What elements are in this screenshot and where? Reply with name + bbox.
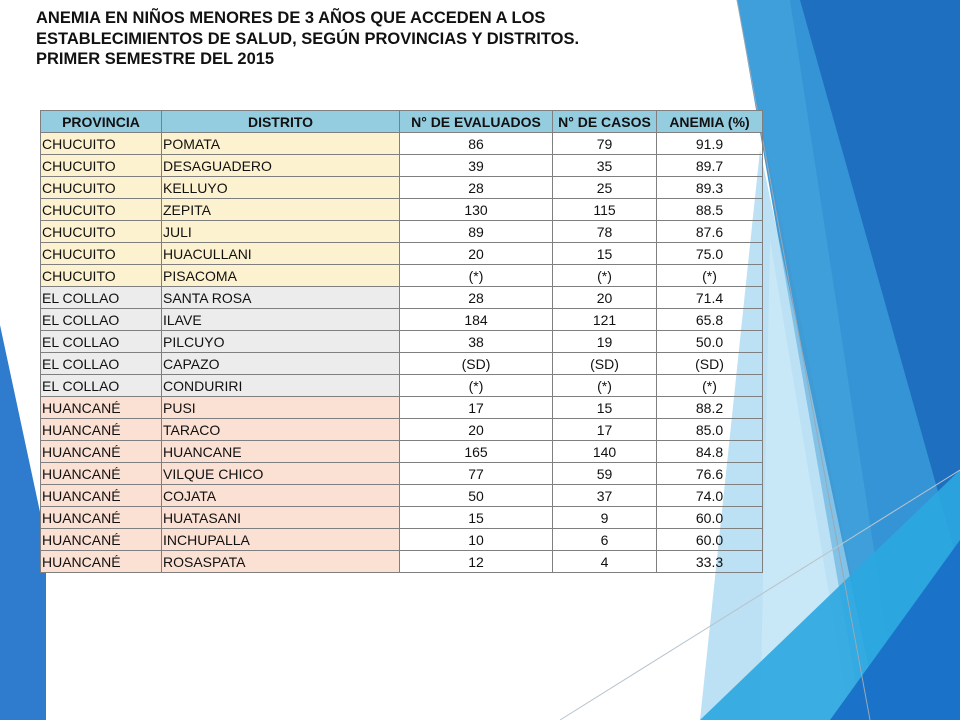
cell-evaluados: 20 <box>400 419 553 441</box>
cell-provincia: HUANCANÉ <box>41 419 162 441</box>
table-row <box>41 177 763 199</box>
cell-provincia: HUANCANÉ <box>41 441 162 463</box>
cell-provincia: HUANCANÉ <box>41 551 162 573</box>
cell-casos: 9 <box>553 507 657 529</box>
cell-anemia: 60.0 <box>657 507 763 529</box>
header-casos: N° DE CASOS <box>553 111 657 133</box>
cell-distrito: HUANCANE <box>162 441 400 463</box>
cell-provincia: EL COLLAO <box>41 309 162 331</box>
cell-anemia: 60.0 <box>657 529 763 551</box>
table-row <box>41 529 763 551</box>
cell-evaluados: 28 <box>400 287 553 309</box>
table-row <box>41 133 763 155</box>
cell-anemia: (SD) <box>657 353 763 375</box>
cell-provincia: HUANCANÉ <box>41 507 162 529</box>
title-line-2: ESTABLECIMIENTOS DE SALUD, SEGÚN PROVINCIAS Y DISTRITOS. <box>36 29 580 48</box>
cell-provincia: CHUCUITO <box>41 177 162 199</box>
cell-distrito: SANTA ROSA <box>162 287 400 309</box>
cell-distrito: CAPAZO <box>162 353 400 375</box>
cell-anemia: 88.2 <box>657 397 763 419</box>
cell-distrito: VILQUE CHICO <box>162 463 400 485</box>
cell-distrito: PUSI <box>162 397 400 419</box>
cell-distrito: HUATASANI <box>162 507 400 529</box>
cell-evaluados: 38 <box>400 331 553 353</box>
header-distrito: DISTRITO <box>162 111 400 133</box>
cell-anemia: 71.4 <box>657 287 763 309</box>
cell-anemia: 85.0 <box>657 419 763 441</box>
cell-anemia: 84.8 <box>657 441 763 463</box>
table-row <box>41 551 763 573</box>
cell-evaluados: 10 <box>400 529 553 551</box>
cell-anemia: 33.3 <box>657 551 763 573</box>
cell-distrito: PILCUYO <box>162 331 400 353</box>
header-anemia: ANEMIA (%) <box>657 111 763 133</box>
table-row <box>41 331 763 353</box>
cell-evaluados: 77 <box>400 463 553 485</box>
title-line-1: ANEMIA EN NIÑOS MENORES DE 3 AÑOS QUE ACCEDEN A LOS <box>36 9 546 27</box>
cell-provincia: HUANCANÉ <box>41 529 162 551</box>
cell-anemia: 75.0 <box>657 243 763 265</box>
cell-anemia: (*) <box>657 375 763 397</box>
cell-distrito: CONDURIRI <box>162 375 400 397</box>
cell-distrito: ROSASPATA <box>162 551 400 573</box>
cell-provincia: EL COLLAO <box>41 353 162 375</box>
cell-evaluados: 89 <box>400 221 553 243</box>
cell-distrito: INCHUPALLA <box>162 529 400 551</box>
cell-distrito: DESAGUADERO <box>162 155 400 177</box>
cell-casos: 19 <box>553 331 657 353</box>
cell-casos: 140 <box>553 441 657 463</box>
cell-evaluados: 28 <box>400 177 553 199</box>
cell-provincia: HUANCANÉ <box>41 463 162 485</box>
cell-casos: 78 <box>553 221 657 243</box>
cell-distrito: ILAVE <box>162 309 400 331</box>
cell-casos: 15 <box>553 397 657 419</box>
cell-evaluados: 130 <box>400 199 553 221</box>
cell-casos: (SD) <box>553 353 657 375</box>
cell-evaluados: 17 <box>400 397 553 419</box>
cell-distrito: COJATA <box>162 485 400 507</box>
cell-provincia: EL COLLAO <box>41 331 162 353</box>
cell-casos: (*) <box>553 375 657 397</box>
cell-distrito: HUACULLANI <box>162 243 400 265</box>
table-header-row <box>41 111 763 133</box>
cell-casos: 79 <box>553 133 657 155</box>
cell-distrito: KELLUYO <box>162 177 400 199</box>
table-row <box>41 463 763 485</box>
cell-anemia: 89.7 <box>657 155 763 177</box>
cell-casos: 35 <box>553 155 657 177</box>
cell-provincia: EL COLLAO <box>41 375 162 397</box>
cell-distrito: PISACOMA <box>162 265 400 287</box>
cell-anemia: 91.9 <box>657 133 763 155</box>
cell-distrito: JULI <box>162 221 400 243</box>
cell-casos: 115 <box>553 199 657 221</box>
table-row <box>41 287 763 309</box>
anemia-table <box>40 110 763 573</box>
cell-evaluados: 86 <box>400 133 553 155</box>
table-row <box>41 243 763 265</box>
cell-distrito: TARACO <box>162 419 400 441</box>
cell-casos: 20 <box>553 287 657 309</box>
table-row <box>41 507 763 529</box>
cell-casos: 15 <box>553 243 657 265</box>
cell-evaluados: 50 <box>400 485 553 507</box>
cell-evaluados: (*) <box>400 375 553 397</box>
cell-evaluados: 12 <box>400 551 553 573</box>
cell-casos: 17 <box>553 419 657 441</box>
cell-evaluados: (SD) <box>400 353 553 375</box>
cell-provincia: CHUCUITO <box>41 155 162 177</box>
cell-evaluados: 184 <box>400 309 553 331</box>
cell-casos: 25 <box>553 177 657 199</box>
cell-casos: 59 <box>553 463 657 485</box>
cell-anemia: 50.0 <box>657 331 763 353</box>
cell-anemia: 88.5 <box>657 199 763 221</box>
cell-provincia: EL COLLAO <box>41 287 162 309</box>
cell-anemia: 89.3 <box>657 177 763 199</box>
cell-anemia: (*) <box>657 265 763 287</box>
cell-evaluados: (*) <box>400 265 553 287</box>
cell-provincia: CHUCUITO <box>41 133 162 155</box>
cell-anemia: 76.6 <box>657 463 763 485</box>
cell-evaluados: 165 <box>400 441 553 463</box>
cell-casos: 4 <box>553 551 657 573</box>
page-title <box>36 8 726 70</box>
header-evaluados: N° DE EVALUADOS <box>400 111 553 133</box>
table-row <box>41 419 763 441</box>
table-row <box>41 485 763 507</box>
cell-casos: 121 <box>553 309 657 331</box>
table-row <box>41 309 763 331</box>
cell-evaluados: 20 <box>400 243 553 265</box>
cell-casos: (*) <box>553 265 657 287</box>
cell-provincia: CHUCUITO <box>41 221 162 243</box>
cell-provincia: CHUCUITO <box>41 199 162 221</box>
cell-provincia: CHUCUITO <box>41 243 162 265</box>
table-row <box>41 199 763 221</box>
cell-provincia: CHUCUITO <box>41 265 162 287</box>
table-row <box>41 221 763 243</box>
table-row <box>41 441 763 463</box>
cell-evaluados: 39 <box>400 155 553 177</box>
table-body <box>41 133 763 573</box>
cell-distrito: POMATA <box>162 133 400 155</box>
cell-provincia: HUANCANÉ <box>41 397 162 419</box>
table-row <box>41 397 763 419</box>
table-row <box>41 265 763 287</box>
table-row <box>41 353 763 375</box>
cell-distrito: ZEPITA <box>162 199 400 221</box>
cell-casos: 37 <box>553 485 657 507</box>
table-row <box>41 155 763 177</box>
cell-anemia: 65.8 <box>657 309 763 331</box>
title-line-3: PRIMER SEMESTRE DEL 2015 <box>36 50 275 68</box>
cell-evaluados: 15 <box>400 507 553 529</box>
cell-provincia: HUANCANÉ <box>41 485 162 507</box>
cell-anemia: 74.0 <box>657 485 763 507</box>
cell-anemia: 87.6 <box>657 221 763 243</box>
cell-casos: 6 <box>553 529 657 551</box>
header-provincia: PROVINCIA <box>41 111 162 133</box>
table-row <box>41 375 763 397</box>
